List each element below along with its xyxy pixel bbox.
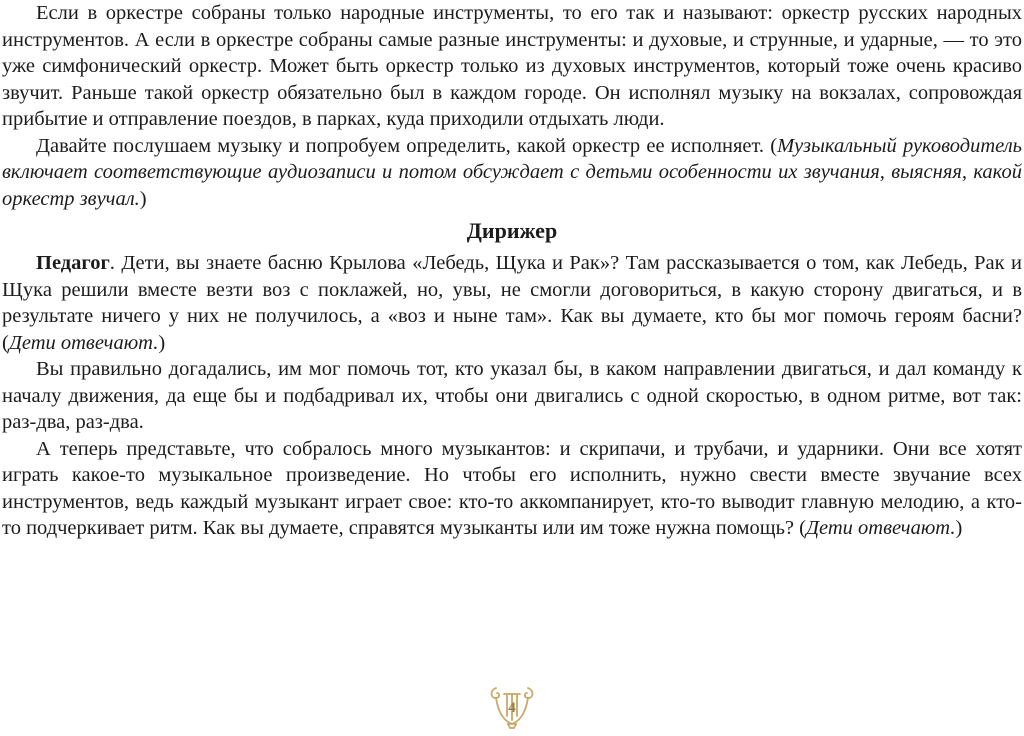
paragraph-text: )	[955, 517, 963, 539]
paragraph-text: )	[158, 331, 166, 354]
paragraph-text: А теперь представьте, что собралось много музыкантов: и скрипачи, и трубачи, и ударники. Они все хотят играть какое-то музыкальное произведение. Но чтобы его исполнить, нужно свести вместе звучание всех инструментов, ведь каждый музыкант играет свое: кто-то аккомпанирует, кто-то выводит главную мелодию, а кто-то подчеркивает ритм. Как вы думаете, справятся музыканты или им тоже нужна помощь? (	[2, 437, 1022, 539]
section-heading: Дирижер	[466, 218, 558, 243]
paragraph-text: Вы правильно догадались, им мог помочь тот, кто указал бы, в каком направлении двигаться, и дал команду к началу движения, да еще бы и подбадривал их, чтобы они двигались с одной скоростью, в одном ритме, вот так: раз-два, раз-два.	[2, 358, 1022, 433]
paragraph-text: )	[139, 187, 147, 210]
paragraph	[2, 356, 1022, 436]
paragraph-text: Давайте послушаем музыку и попробуем определить, какой оркестр ее исполняет. (	[36, 134, 778, 157]
page-footer	[488, 680, 536, 730]
paragraph	[2, 250, 1022, 356]
text-block	[2, 0, 1022, 542]
main-section	[2, 250, 1022, 542]
page-number: 4	[508, 700, 516, 716]
speaker-label: Педагог	[36, 252, 110, 274]
paragraph	[2, 436, 1022, 542]
paragraph	[2, 133, 1022, 213]
paragraph-text: . Дети, вы знаете басню Крылова «Лебедь, Щука и Рак»? Там рассказывается о том, как Лебедь, Рак и Щука решили вместе везти воз с поклажей, но, увы, не смогли договориться, в какую сторону двигаться, и в результате ничего у них не получилось, а «воз и ныне там». Как вы думаете, кто бы мог помочь героям басни? (	[2, 252, 1022, 354]
stage-direction: Музыкальный руководитель включает соответствующие аудиозаписи и потом обсуждает с детьми особенности их звучания, выясняя, какой оркестр звучал.	[2, 134, 1022, 210]
paragraph-text: Если в оркестре собраны только народные инструменты, то его так и называют: оркестр русских народных инструментов. А если в оркестре собраны самые разные инструменты: и духовые, и струнные, и ударные, — то это уже симфонический оркестр. Может быть оркестр только из духовых инструментов, который тоже очень красиво звучит. Раньше такой оркестр обязательно был в каждом городе. Он исполнял музыку на вокзалах, сопровождая прибытие и отправление поездов, в парках, куда приходили отдыхать люди.	[2, 2, 1022, 130]
stage-direction: Дети отвечают.	[805, 517, 956, 539]
intro-section	[2, 0, 1022, 212]
stage-direction: Дети отвечают.	[8, 331, 159, 354]
paragraph	[2, 0, 1022, 133]
